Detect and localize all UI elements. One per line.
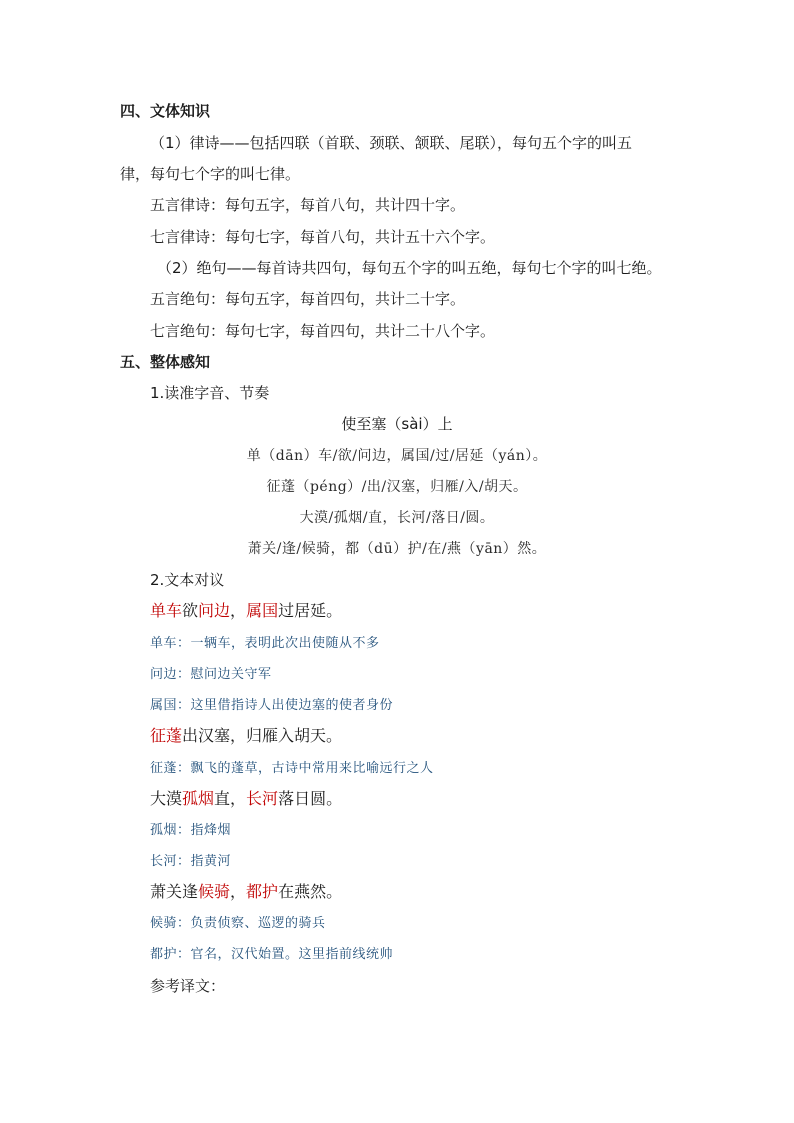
section-heading-overall-perception: 五、整体感知 — [120, 353, 211, 371]
verse-line-2 — [150, 726, 342, 746]
verse-highlight-zhengpeng: 征蓬 — [150, 726, 183, 745]
verse-text: 落日圆。 — [278, 789, 343, 808]
verse-line-1 — [150, 601, 342, 621]
paragraph-wuyan-jueju: 五言绝句：每句五字，每首四句，共计二十字。 — [150, 290, 466, 308]
paragraph-lushi-line1: （1）律诗——包括四联（首联、颈联、颔联、尾联），每句五个字的叫五 — [150, 134, 633, 152]
verse-highlight-shuguo: 属国 — [246, 601, 279, 620]
poem-line-4: 萧关/逢/候骑，都（dū）护/在/燕（yān）然。 — [247, 541, 547, 557]
note-danche: 单车：一辆车，表明此次出使随从不多 — [150, 636, 380, 651]
note-wenbian: 问边：慰问边关守军 — [150, 667, 272, 682]
verse-text: 大漠 — [150, 789, 183, 808]
paragraph-jueju: （2）绝句——每首诗共四句，每句五个字的叫五绝，每句七个字的叫七绝。 — [157, 259, 662, 277]
verse-text: 直， — [214, 789, 247, 808]
verse-highlight-wenbian: 问边 — [198, 601, 231, 620]
paragraph-qiyan-jueju: 七言绝句：每句七字，每首四句，共计二十八个字。 — [150, 322, 496, 340]
verse-text: ， — [230, 882, 247, 901]
verse-highlight-guyan: 孤烟 — [182, 789, 215, 808]
note-guyan: 孤烟：指烽烟 — [150, 823, 232, 838]
verse-line-3 — [150, 789, 342, 809]
paragraph-wuyan-lushi: 五言律诗：每句五字，每首八句，共计四十字。 — [150, 196, 466, 214]
subheading-pronunciation-rhythm: 1.读准字音、节奏 — [150, 384, 270, 402]
note-changhe: 长河：指黄河 — [150, 854, 232, 869]
paragraph-qiyan-lushi: 七言律诗：每句七字，每首八句，共计五十六个字。 — [150, 228, 496, 246]
note-shuguo: 属国：这里借指诗人出使边塞的使者身份 — [150, 698, 394, 713]
verse-text: 欲 — [182, 601, 199, 620]
verse-text: 在燕然。 — [278, 882, 343, 901]
subheading-text-discussion: 2.文本对议 — [150, 571, 225, 589]
verse-text: 出汉塞，归雁入胡天。 — [182, 726, 343, 745]
translation-label: 参考译文： — [150, 977, 226, 995]
note-duhu: 都护：官名，汉代始置。这里指前线统帅 — [150, 947, 394, 962]
poem-line-1: 单（dān）车/欲/问边，属国/过/居延（yán）。 — [246, 448, 548, 464]
note-zhengpeng: 征蓬：飘飞的蓬草，古诗中常用来比喻远行之人 — [150, 761, 434, 776]
verse-highlight-houji: 候骑 — [198, 882, 231, 901]
poem-title: 使至塞（sài）上 — [341, 415, 453, 433]
verse-highlight-danche: 单车 — [150, 601, 183, 620]
verse-text: 萧关逢 — [150, 882, 199, 901]
verse-text: 过居延。 — [278, 601, 343, 620]
paragraph-lushi-line2: 律，每句七个字的叫七律。 — [120, 165, 301, 183]
note-houji: 候骑：负责侦察、巡逻的骑兵 — [150, 916, 326, 931]
section-heading-genre-knowledge: 四、文体知识 — [120, 102, 211, 120]
verse-text: ， — [230, 601, 247, 620]
poem-line-3: 大漠/孤烟/直，长河/落日/圆。 — [299, 510, 495, 526]
poem-line-2: 征蓬（péng）/出/汉塞，归雁/入/胡天。 — [266, 479, 528, 495]
verse-highlight-duhu: 都护 — [246, 882, 279, 901]
verse-highlight-changhe: 长河 — [246, 789, 279, 808]
verse-line-4 — [150, 882, 342, 902]
